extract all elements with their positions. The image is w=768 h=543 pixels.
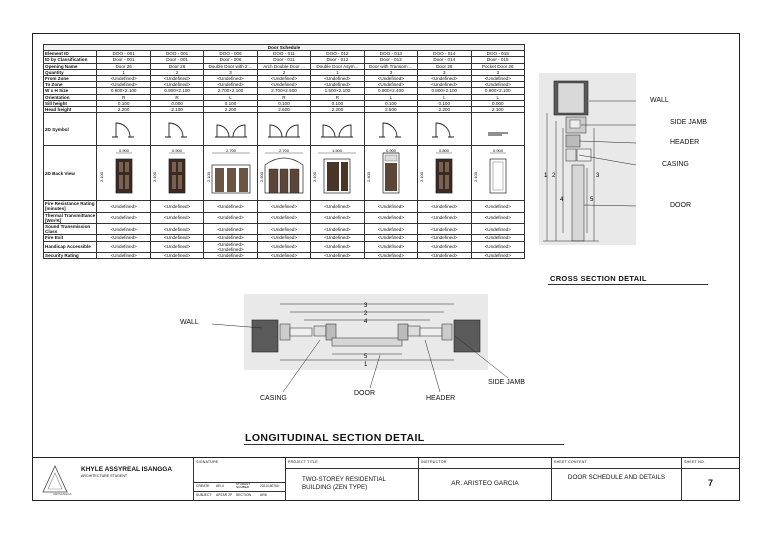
sheet-content: DOOR SCHEDULE AND DETAILS bbox=[567, 474, 666, 481]
xsec-dim-2: 2 bbox=[552, 173, 556, 179]
schedule-row-label: Quantity bbox=[44, 69, 97, 75]
lsec-dim-1: 1 bbox=[364, 362, 368, 368]
schedule-cell: <Undefined> bbox=[471, 224, 525, 235]
schedule-row-label: Orientation bbox=[44, 94, 97, 100]
schedule-cell: <Undefined> bbox=[97, 212, 150, 223]
schedule-cell: <Undefined> bbox=[150, 224, 203, 235]
xsec-label-casing: CASING bbox=[662, 161, 689, 168]
schedule-cell: <Undefined> bbox=[418, 76, 471, 82]
door-width-dim: 0.900 bbox=[172, 148, 183, 154]
schedule-row-label: Head height bbox=[44, 107, 97, 113]
lsec-label-header: HEADER bbox=[426, 395, 456, 402]
schedule-cell: <Undefined> bbox=[97, 82, 150, 88]
title-block-project bbox=[285, 458, 418, 501]
schedule-cell: 2.100 bbox=[471, 107, 525, 113]
schedule-cell: 3 bbox=[204, 69, 257, 75]
longitudinal-section-title: LONGITUDINAL SECTION DETAIL bbox=[245, 432, 425, 444]
door-height-dim: 2.100 bbox=[205, 172, 211, 183]
schedule-cell: Arch Double Door ... bbox=[257, 63, 310, 69]
schedule-cell: Door - 013 bbox=[364, 57, 417, 63]
door-height-dim: 2.400 bbox=[365, 172, 371, 183]
schedule-cell: <Undefined> bbox=[204, 224, 257, 235]
schedule-row-label: Thermal Transmittance [Wm²K] bbox=[45, 212, 96, 223]
schedule-cell: Door - 011 bbox=[257, 57, 310, 63]
door-height-dim: 2.100 bbox=[312, 172, 318, 183]
schedule-cell: 0.900×2.400 bbox=[364, 88, 417, 94]
schedule-row-label: Handicap Accessible bbox=[44, 241, 97, 252]
schedule-cell: 0.100 bbox=[97, 100, 150, 106]
created-label: CREATE bbox=[196, 484, 210, 488]
schedule-cell: <Undefined> bbox=[257, 201, 310, 212]
schedule-cell: <Undefined> bbox=[257, 241, 310, 252]
schedule-cell: <Undefined> bbox=[150, 212, 203, 223]
schedule-cell: Door - 001 bbox=[97, 57, 150, 63]
lsec-dim-2: 2 bbox=[364, 311, 368, 317]
door-height-dim: 2.100 bbox=[152, 172, 158, 183]
schedule-cell: <Undefined> bbox=[257, 82, 310, 88]
schedule-cell: <Undefined> bbox=[204, 82, 257, 88]
schedule-cell: L bbox=[418, 94, 471, 100]
xsec-label-header: HEADER bbox=[670, 139, 700, 146]
xsec-label-side-jamb: SIDE JAMB bbox=[670, 119, 707, 126]
schedule-cell: Door - 014 bbox=[418, 57, 471, 63]
schedule-cell: <Undefined> bbox=[311, 76, 364, 82]
student-number-label: STUDENT NUMBER bbox=[236, 482, 251, 490]
schedule-cell: <Undefined> bbox=[150, 76, 203, 82]
subject-label: SUBJECT bbox=[196, 493, 212, 497]
schedule-cell: <Undefined> bbox=[311, 235, 364, 241]
logo-icon bbox=[41, 464, 69, 494]
door-width-dim: 0.900 bbox=[492, 148, 503, 154]
title-block-instructor bbox=[418, 458, 551, 501]
schedule-cell: <Undefined> bbox=[418, 82, 471, 88]
schedule-cell: 0.100 bbox=[204, 100, 257, 106]
schedule-cell: 0.800×2.100 bbox=[418, 88, 471, 94]
schedule-cell: <Undefined> bbox=[418, 201, 471, 212]
schedule-cell: Double Door Asym... bbox=[311, 63, 364, 69]
schedule-row-label: Sound Transmission Class bbox=[44, 224, 97, 235]
schedule-cell: <Undefined> bbox=[150, 253, 203, 259]
sheet-content-header: SHEET CONTENT bbox=[554, 460, 587, 464]
schedule-cell: R bbox=[97, 94, 150, 100]
schedule-cell: 0.900×2.100 bbox=[471, 88, 525, 94]
schedule-title: Door Schedule bbox=[44, 45, 525, 51]
schedule-cell: <Undefined> bbox=[311, 241, 364, 252]
schedule-cell: <Undefined> bbox=[204, 212, 257, 223]
schedule-cell: <Undefined> bbox=[471, 82, 525, 88]
schedule-cell: Door - 015 bbox=[471, 57, 525, 63]
schedule-cell: Door - 012 bbox=[311, 57, 364, 63]
schedule-cell: <Undefined> bbox=[97, 224, 150, 235]
door-width-dim: 1.500 bbox=[332, 148, 343, 154]
schedule-cell: <Undefined> bbox=[204, 235, 257, 241]
schedule-row-label: Opening Name bbox=[44, 63, 97, 69]
lsec-dim-3: 3 bbox=[364, 303, 368, 309]
schedule-cell: <Undefined><Undefined> bbox=[204, 241, 257, 252]
lsec-dim-5: 5 bbox=[364, 354, 368, 360]
schedule-row-label: Element ID bbox=[44, 51, 97, 57]
schedule-cell: <Undefined> bbox=[150, 82, 203, 88]
schedule-cell: 2.200 bbox=[418, 107, 471, 113]
schedule-cell: 2.700×2.500 bbox=[257, 88, 310, 94]
door-width-dim: 2.700 bbox=[278, 148, 289, 154]
schedule-cell: 0.900×2.100 bbox=[150, 88, 203, 94]
schedule-cell: L bbox=[471, 94, 525, 100]
schedule-row-label: Security Rating bbox=[44, 253, 97, 259]
schedule-row-label: Fire Exit bbox=[44, 235, 97, 241]
sheet-number: 7 bbox=[707, 478, 713, 488]
instructor-header: INSTRUCTOR bbox=[421, 460, 447, 464]
schedule-cell: 0.100 bbox=[257, 100, 310, 106]
xsec-dim-4: 4 bbox=[560, 197, 564, 203]
longitudinal-section-title-underline bbox=[244, 444, 564, 445]
schedule-cell: <Undefined> bbox=[418, 224, 471, 235]
schedule-row-label: To Zone bbox=[44, 82, 97, 88]
schedule-cell: Door - 001 bbox=[150, 57, 203, 63]
schedule-cell: <Undefined> bbox=[204, 201, 257, 212]
project-header: PROJECT TITLE bbox=[288, 460, 319, 464]
schedule-cell: 2.700×2.100 bbox=[204, 88, 257, 94]
xsec-label-door: DOOR bbox=[670, 202, 691, 209]
schedule-cell: 3 bbox=[418, 69, 471, 75]
schedule-cell: DOO - 001 bbox=[97, 51, 150, 57]
lsec-dim-4: 4 bbox=[364, 319, 368, 325]
schedule-cell: <Undefined> bbox=[257, 212, 310, 223]
xsec-dim-1: 1 bbox=[544, 173, 548, 179]
schedule-cell: <Undefined> bbox=[471, 253, 525, 259]
schedule-cell: <Undefined> bbox=[471, 201, 525, 212]
schedule-cell: 2.600 bbox=[257, 107, 310, 113]
schedule-cell: DOO - 015 bbox=[471, 51, 525, 57]
schedule-row-label: ID by Classification bbox=[44, 57, 97, 63]
schedule-cell: <Undefined> bbox=[97, 253, 150, 259]
schedule-cell: <Undefined> bbox=[471, 76, 525, 82]
schedule-cell: <Undefined> bbox=[311, 201, 364, 212]
schedule-cell: 2 bbox=[257, 69, 310, 75]
schedule-cell: <Undefined> bbox=[97, 76, 150, 82]
schedule-cell: <Undefined> bbox=[311, 82, 364, 88]
schedule-cell: Door with Transom ... bbox=[364, 63, 417, 69]
schedule-cell: <Undefined> bbox=[204, 76, 257, 82]
schedule-cell: 0.100 bbox=[418, 100, 471, 106]
door-width-dim: 0.900 bbox=[118, 148, 129, 154]
xsec-dim-5: 5 bbox=[590, 197, 594, 203]
schedule-cell: Door 26 bbox=[97, 63, 150, 69]
schedule-cell: <Undefined> bbox=[150, 235, 203, 241]
title-block-sheet-no bbox=[681, 458, 739, 501]
schedule-cell: <Undefined> bbox=[364, 201, 417, 212]
signature-header: SIGNATURE bbox=[196, 460, 219, 464]
schedule-cell: <Undefined> bbox=[471, 235, 525, 241]
schedule-cell: <Undefined> bbox=[364, 76, 417, 82]
schedule-cell: DOO - 012 bbox=[311, 51, 364, 57]
door-height-dim: 2.100 bbox=[98, 172, 104, 183]
section-value: AR8 bbox=[260, 493, 267, 497]
schedule-cell: <Undefined> bbox=[97, 241, 150, 252]
schedule-cell: 1 bbox=[97, 69, 150, 75]
author-role: ARCHITECTURE STUDENT bbox=[81, 474, 128, 478]
schedule-row-label: Fire Resistance Rating [minutes] bbox=[44, 201, 97, 212]
schedule-cell: 2.200 bbox=[311, 107, 364, 113]
schedule-row-label: Sill height bbox=[44, 100, 97, 106]
schedule-cell: 3 bbox=[364, 69, 417, 75]
door-width-dim: 0.900 bbox=[385, 148, 396, 154]
cross-section-title: CROSS SECTION DETAIL bbox=[550, 274, 647, 283]
schedule-cell: <Undefined> bbox=[311, 253, 364, 259]
logo-caption: AR/ISANGGA bbox=[53, 492, 72, 496]
schedule-cell: <Undefined> bbox=[418, 235, 471, 241]
schedule-cell: Pocket Door 26 bbox=[471, 63, 525, 69]
schedule-cell: DOO - 013 bbox=[364, 51, 417, 57]
section-label: SECTION bbox=[236, 493, 252, 497]
door-height-dim: 2.100 bbox=[472, 172, 478, 183]
xsec-dim-3: 3 bbox=[596, 173, 600, 179]
lsec-label-wall: WALL bbox=[180, 319, 199, 326]
schedule-cell: <Undefined> bbox=[204, 253, 257, 259]
schedule-cell: 0.100 bbox=[364, 100, 417, 106]
schedule-cell: 3 bbox=[471, 69, 525, 75]
schedule-cell: Door 26 bbox=[418, 63, 471, 69]
schedule-cell: L bbox=[364, 94, 417, 100]
title-block-sheet-content bbox=[551, 458, 681, 501]
student-number-value: 2021/150760 bbox=[260, 484, 279, 488]
back-view-row-label: 2D Back View bbox=[44, 146, 97, 201]
schedule-cell: 0.000 bbox=[471, 100, 525, 106]
schedule-cell: 0.900×2.100 bbox=[97, 88, 150, 94]
door-height-dim: 2.500 bbox=[258, 172, 264, 183]
lsec-label-door: DOOR bbox=[354, 390, 375, 397]
schedule-row-label: From Zone bbox=[44, 76, 97, 82]
schedule-cell: Door - 006 bbox=[204, 57, 257, 63]
schedule-cell: <Undefined> bbox=[150, 241, 203, 252]
schedule-cell: DOO - 014 bbox=[418, 51, 471, 57]
sheet-no-header: SHEET NO. bbox=[684, 460, 706, 464]
schedule-cell: <Undefined> bbox=[364, 241, 417, 252]
schedule-cell: <Undefined> bbox=[418, 253, 471, 259]
door-height-dim: 2.100 bbox=[419, 172, 425, 183]
door-width-dim: 2.700 bbox=[225, 148, 236, 154]
project-title: TWO-STOREY RESIDENTIAL BUILDING (ZEN TYPE) bbox=[302, 476, 386, 491]
schedule-cell: <Undefined> bbox=[471, 241, 525, 252]
schedule-cell: <Undefined> bbox=[97, 201, 150, 212]
title-block-author bbox=[33, 458, 193, 501]
schedule-cell: 2.100 bbox=[150, 107, 203, 113]
schedule-cell: 0.000 bbox=[150, 100, 203, 106]
door-width-dim: 0.800 bbox=[439, 148, 450, 154]
subject-value: ARTAR 2P bbox=[216, 493, 233, 497]
lsec-label-casing: CASING bbox=[260, 395, 287, 402]
schedule-cell: <Undefined> bbox=[257, 253, 310, 259]
schedule-cell: <Undefined> bbox=[257, 224, 310, 235]
schedule-cell: <Undefined> bbox=[257, 76, 310, 82]
schedule-cell: DOO - 001 bbox=[150, 51, 203, 57]
schedule-cell: <Undefined> bbox=[364, 235, 417, 241]
schedule-cell: <Undefined> bbox=[311, 212, 364, 223]
schedule-row-label: W x H Size bbox=[44, 88, 97, 94]
schedule-cell: L bbox=[204, 94, 257, 100]
schedule-cell: R bbox=[311, 94, 364, 100]
schedule-cell: <Undefined> bbox=[311, 224, 364, 235]
schedule-cell: <Undefined> bbox=[364, 212, 417, 223]
schedule-cell: <Undefined> bbox=[418, 212, 471, 223]
title-block-signature bbox=[193, 458, 285, 501]
created-value: AR-4 bbox=[216, 484, 224, 488]
schedule-cell: <Undefined> bbox=[364, 82, 417, 88]
schedule-cell: 1 bbox=[311, 69, 364, 75]
schedule-cell: <Undefined> bbox=[471, 212, 525, 223]
schedule-cell: 2.200 bbox=[204, 107, 257, 113]
instructor-name: AR. ARISTEO GARCIA bbox=[451, 480, 519, 487]
schedule-cell: 0.100 bbox=[311, 100, 364, 106]
schedule-cell: 2.500 bbox=[364, 107, 417, 113]
schedule-cell: <Undefined> bbox=[97, 235, 150, 241]
schedule-cell: 2 bbox=[150, 69, 203, 75]
author-name: KHYLE ASSYREAL ISANGGA bbox=[81, 466, 173, 473]
schedule-cell: 1.500×2.100 bbox=[311, 88, 364, 94]
schedule-cell: <Undefined> bbox=[364, 224, 417, 235]
schedule-cell: DOO - 006 bbox=[204, 51, 257, 57]
xsec-label-wall: WALL bbox=[650, 97, 669, 104]
symbol-row-label: 2D Symbol bbox=[44, 113, 97, 146]
schedule-cell: <Undefined> bbox=[150, 201, 203, 212]
schedule-cell: <Undefined> bbox=[418, 241, 471, 252]
schedule-cell: Double Door with 2 ... bbox=[204, 63, 257, 69]
schedule-cell: 2.200 bbox=[97, 107, 150, 113]
schedule-cell: R bbox=[150, 94, 203, 100]
schedule-cell: R bbox=[257, 94, 310, 100]
title-block bbox=[33, 457, 739, 501]
lsec-label-side-jamb: SIDE JAMB bbox=[488, 379, 525, 386]
schedule-cell: <Undefined> bbox=[257, 235, 310, 241]
schedule-cell: DOO - 011 bbox=[257, 51, 310, 57]
schedule-cell: Door 26 bbox=[150, 63, 203, 69]
schedule-cell: <Undefined> bbox=[364, 253, 417, 259]
